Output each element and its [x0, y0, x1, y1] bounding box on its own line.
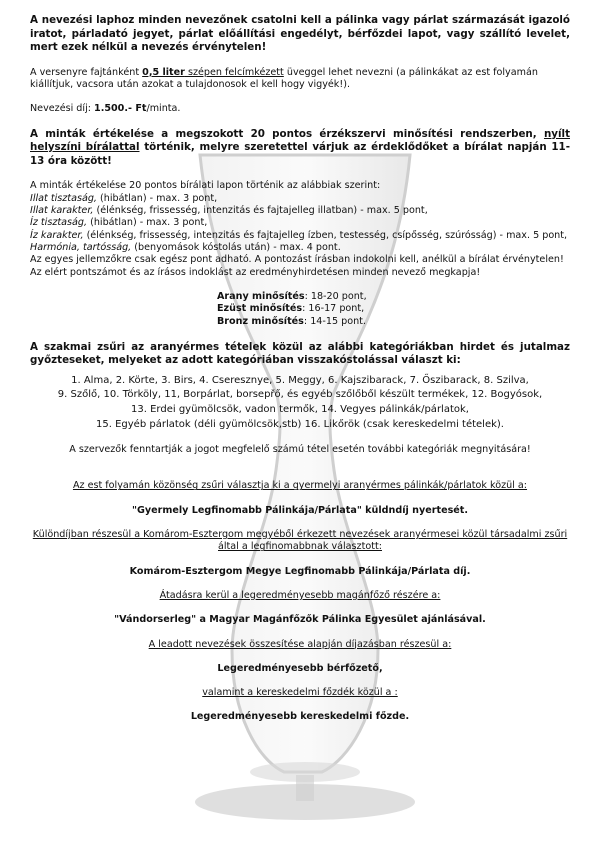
category-line: 9. Szőlő, 10. Törköly, 11, Borpárlat, borsepřő, és egyéb szőlőből készült termékek, 12. Bogyósok,	[57, 389, 543, 401]
evaluation-paragraph: A minták értékelése a megszokott 20 pontos érzékszervi minősítési rendszerben, nyílt helyszíni bírálattal történik, melyre szeretettel várjuk az érdeklődőket a bírálat napján 11-13 óra között!	[30, 127, 570, 167]
award-title: Legeredményesebb kereskedelmi főzde.	[190, 711, 410, 723]
jury-paragraph: A szakmai zsűri az aranyérmes tételek közül az alábbi kategóriákban hirdet és jutalmaz győzteseket, melyeket az adott kategóriában visszakóstolással választ ki:	[30, 340, 570, 367]
intro-paragraph: A nevezési laphoz minden nevezőnek csatolni kell a pálinka vagy párlat származását igazoló iratot, párladató jegyet, párlat előállítási engedélyt, bérfőzdei lapot, vagy szállító levelet, mert ezek nélkül a nevezés érvénytelen!	[30, 14, 570, 54]
grade-bronze: Bronz minősítés: 14-15 pont.	[217, 316, 366, 328]
award-title: "Gyermely Legfinomabb Pálinkája/Párlata" küldndíj nyertesét.	[131, 504, 469, 516]
award-title: Komárom-Esztergom Megye Legfinomabb Pálinkája/Párlata díj.	[129, 565, 471, 577]
award-intro: valamint a kereskedelmi főzdék közül a :	[202, 687, 398, 699]
criterion: Illat tisztaság, (hibátlan) - max. 3 pont,	[30, 192, 218, 204]
fee-line: Nevezési díj: 1.500.- Ft/minta.	[30, 103, 181, 115]
volume-amount: 0,5 liter	[142, 66, 185, 78]
grade-gold: Arany minősítés: 18-20 pont,	[217, 290, 367, 302]
category-line: 1. Alma, 2. Körte, 3. Birs, 4. Cseresznye, 5. Meggy, 6. Kajszibarack, 7. Őszibarack, 8. Szilva,	[71, 374, 529, 386]
criterion: Íz tisztaság, (hibátlan) - max. 3 pont,	[30, 217, 208, 229]
scoring-note: Az egyes jellemzőkre csak egész pont adható. A pontozást írásban indokolni kell, anélkül a bírálat érvénytelen!	[30, 254, 564, 266]
categories-list	[30, 374, 570, 432]
criteria-list	[30, 193, 570, 254]
grade-silver: Ezüst minősítés: 16-17 pont,	[217, 303, 365, 315]
award-title: Legeredményesebb bérfőzető,	[217, 662, 383, 674]
award-intro: Átadásra kerül a legeredményesebb magánfőző részére a:	[159, 589, 441, 601]
criterion: Harmónia, tartósság, (benyomások kóstolás után) - max. 4 pont.	[30, 241, 341, 253]
document-body	[30, 14, 570, 724]
award-intro: Az est folyamán közönség zsűri választja ki a gyermelyi aranyérmes pálinkák/párlatok közül a:	[72, 480, 528, 492]
award-intro: A leadott nevezések összesítése alapján díjazásban részesül a:	[148, 638, 452, 650]
volume-paragraph: A versenyre fajtánként 0,5 liter szépen felcímkézett üveggel lehet nevezni (a pálinkákat az est folyamán kiállítjuk, vacsora után azokat a tulajdonosok el kell hogy vigyék!).	[30, 66, 538, 91]
criteria-intro: A minták értékelése 20 pontos bírálati lapon történik az alábbiak szerint:	[30, 180, 381, 192]
fee-value: 1.500.- Ft	[94, 103, 147, 115]
criterion: Íz karakter, (élénkség, frissesség, intenzitás és fajtajelleg ízben, testesség, csípősség, szúrósság) - max. 5 pont,	[30, 229, 568, 241]
scoring-note: Az elért pontszámot és az írásos indoklást az eredményhirdetésen minden nevező megkapja!	[30, 266, 481, 278]
category-line: 13. Erdei gyümölcsök, vadon termők, 14. Vegyes pálinkák/párlatok,	[131, 403, 469, 415]
criterion: Illat karakter, (élénkség, frissesség, intenzitás és fajtajelleg illatban) - max. 5 pont,	[30, 205, 428, 217]
award-intro: Különdíjban részesül a Komárom-Esztergom megyéből érkezett nevezések aranyérmesei közül társadalmi zsűri által a legfinomabbnak választott:	[32, 529, 568, 553]
grades-list	[217, 291, 570, 329]
reserve-note: A szervezők fenntartják a jogot megfelelő számú tétel esetén további kategóriák megnyitására!	[69, 444, 531, 456]
award-title: "Vándorserleg" a Magyar Magánfőzők Pálinka Egyesület ajánlásával.	[114, 614, 486, 626]
category-line: 15. Egyéb párlatok (déli gyümölcsök,stb) 16. Likőrök (csak kereskedelmi tételek).	[96, 418, 504, 430]
